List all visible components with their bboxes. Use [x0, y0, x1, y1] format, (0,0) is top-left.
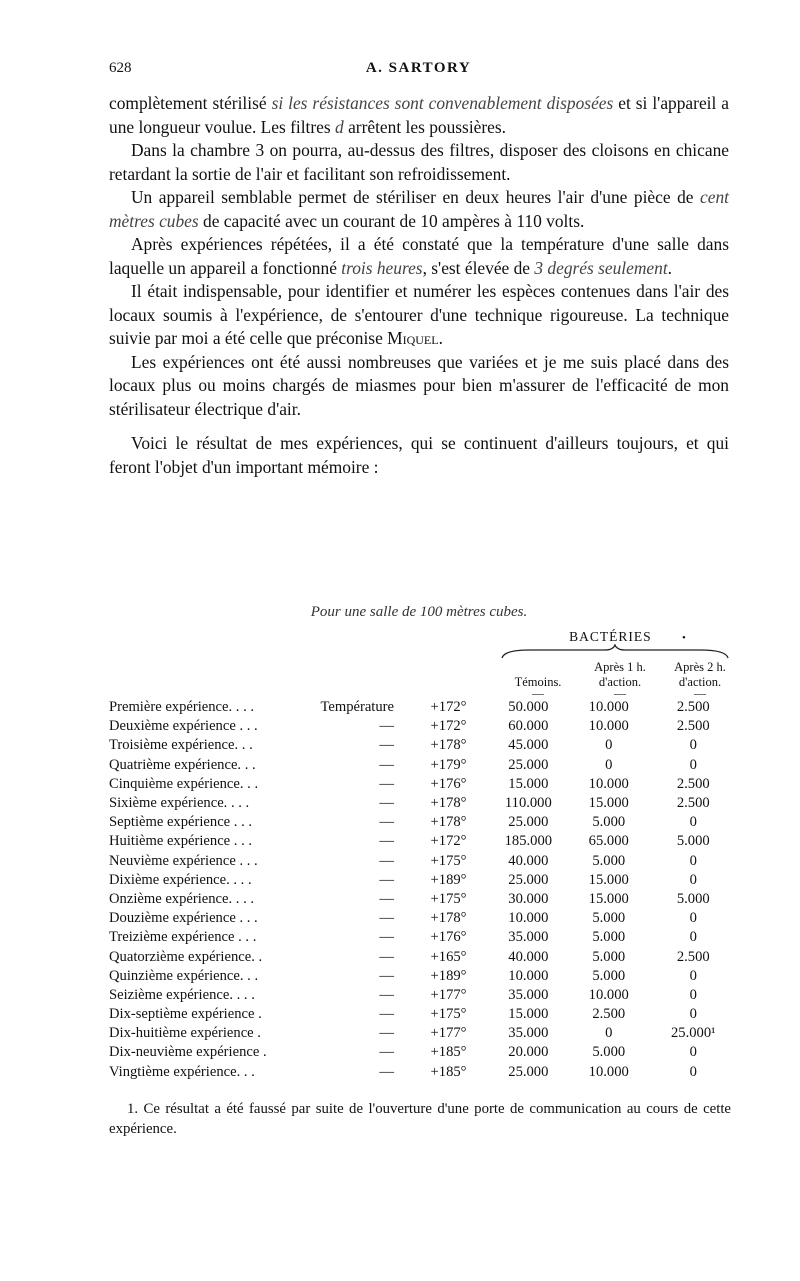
temoins-value: 40.000	[508, 852, 549, 869]
plus-sign: +	[430, 699, 439, 716]
temoins-value: 35.000	[508, 986, 549, 1003]
after-1h-value: 65.000	[588, 833, 629, 850]
after-1h-value: 0	[605, 1025, 613, 1042]
table-row	[109, 928, 734, 947]
temoins-value: 50.000	[508, 699, 549, 716]
after-2h-value: 2.500	[676, 795, 710, 812]
experience-label: Sixième expérience. . . .	[109, 795, 250, 812]
temperature-value: 178°	[438, 910, 467, 927]
experience-label: Troisième expérience. . .	[109, 737, 253, 754]
plus-sign: +	[430, 795, 439, 812]
temperature-label: —	[379, 871, 394, 888]
after-2h-value: 0	[689, 756, 697, 773]
after-2h-value: 0	[689, 814, 697, 831]
after-2h-value: 2.500	[676, 948, 710, 965]
col-dash-after-1h: —	[614, 686, 626, 700]
temperature-label: —	[379, 1025, 394, 1042]
after-1h-value: 15.000	[588, 871, 629, 888]
after-2h-value: 0	[689, 967, 697, 984]
temperature-value: 178°	[438, 737, 467, 754]
temperature-value: 176°	[438, 775, 467, 792]
after-2h-value: 5.000	[676, 833, 710, 850]
temperature-value: 178°	[438, 814, 467, 831]
bacteria-group-header: BACTÉRIES •	[569, 629, 687, 644]
plus-sign: +	[430, 775, 439, 792]
after-2h-value: 2.500	[676, 718, 710, 735]
table-row	[109, 775, 734, 794]
after-1h-value: 5.000	[592, 929, 626, 946]
table-caption: Pour une salle de 100 mètres cubes.	[310, 604, 528, 620]
experience-label: Seizième expérience. . . .	[109, 986, 255, 1003]
after-1h-value: 0	[605, 737, 613, 754]
temperature-label: —	[379, 756, 394, 773]
table-row	[109, 1043, 734, 1062]
col-header-after-1h: Après 1 h. d'action.	[594, 660, 646, 689]
table-row	[109, 698, 734, 717]
plus-sign: +	[430, 986, 439, 1003]
plus-sign: +	[430, 929, 439, 946]
after-1h-value: 5.000	[592, 910, 626, 927]
after-1h-value: 2.500	[592, 1006, 626, 1023]
temoins-value: 110.000	[504, 795, 552, 812]
plus-sign: +	[430, 852, 439, 869]
plus-sign: +	[430, 718, 439, 735]
plus-sign: +	[430, 910, 439, 927]
after-1h-value: 5.000	[592, 967, 626, 984]
temperature-value: 185°	[438, 1044, 467, 1061]
experience-label: Septième expérience . . .	[109, 814, 253, 831]
temperature-label: —	[379, 986, 394, 1003]
after-1h-value: 10.000	[588, 699, 629, 716]
after-1h-value: 10.000	[588, 986, 629, 1003]
table-row	[109, 1024, 734, 1043]
temperature-label: —	[379, 967, 394, 984]
temperature-label: —	[379, 775, 394, 792]
plus-sign: +	[430, 890, 439, 907]
temoins-value: 35.000	[508, 929, 549, 946]
after-1h-value: 10.000	[588, 1063, 629, 1080]
col-dash-temoins: —	[532, 686, 544, 700]
paragraph-5: Il était indispensable, pour identifier et numérer les espèces contenues dans l'air des locaux soumis à l'expérience, de s'entourer d'une technique rigoureuse. La technique suivie par moi a été celle que préconise Miquel.	[109, 281, 729, 348]
after-2h-value: 0	[689, 1006, 697, 1023]
table-row	[109, 717, 734, 736]
experience-label: Neuvième expérience . . .	[109, 852, 258, 869]
temperature-label: —	[379, 718, 394, 735]
paragraph-4: Après expériences répétées, il a été constaté que la température d'une salle dans laquelle un appareil a fonctionné trois heures, s'est élevée de 3 degrés seulement.	[109, 234, 729, 278]
temperature-value: 172°	[438, 833, 467, 850]
temoins-value: 25.000	[508, 756, 549, 773]
temperature-value: 189°	[438, 967, 467, 984]
after-2h-value: 0	[689, 929, 697, 946]
table-row	[109, 947, 734, 966]
temoins-value: 45.000	[508, 737, 549, 754]
temperature-label: —	[379, 833, 394, 850]
table-row	[109, 832, 734, 851]
temperature-value: 177°	[438, 986, 467, 1003]
table-row	[109, 986, 734, 1005]
experience-label: Quinzième expérience. . .	[109, 967, 259, 984]
results-table	[109, 698, 734, 1082]
temoins-value: 15.000	[508, 1006, 549, 1023]
temoins-value: 25.000	[508, 814, 549, 831]
experience-label: Dix-neuvième expérience .	[109, 1044, 267, 1061]
after-2h-value: 0	[689, 737, 697, 754]
temoins-value: 25.000	[508, 871, 549, 888]
col-header-temoins: Témoins.	[514, 675, 562, 689]
paragraph-7: Voici le résultat de mes expériences, qui se continuent d'ailleurs toujours, et qui feront l'objet d'un important mémoire :	[109, 433, 729, 477]
after-2h-value: 0	[689, 910, 697, 927]
temoins-value: 10.000	[508, 967, 549, 984]
after-2h-value: 2.500	[676, 775, 710, 792]
experience-label: Treizième expérience . . .	[109, 929, 257, 946]
star-mark: •	[682, 632, 687, 644]
col-dash-after-2h: —	[694, 686, 706, 700]
after-2h-value: 0	[689, 871, 697, 888]
running-head: A. SARTORY	[365, 60, 472, 76]
after-1h-value: 10.000	[588, 718, 629, 735]
temperature-value: 177°	[438, 1025, 467, 1042]
after-1h-value: 5.000	[592, 814, 626, 831]
footnote	[109, 1100, 731, 1139]
table-row	[109, 871, 734, 890]
temoins-value: 20.000	[508, 1044, 549, 1061]
bacteria-brace	[500, 644, 730, 660]
plus-sign: +	[430, 871, 439, 888]
table-row	[109, 1063, 734, 1082]
experience-label: Huitième expérience . . .	[109, 833, 253, 850]
after-1h-value: 15.000	[588, 890, 629, 907]
temoins-value: 60.000	[508, 718, 549, 735]
experience-label: Quatrième expérience. . .	[109, 756, 256, 773]
footnote-text: Ce résultat a été faussé par suite de l'ouverture d'une porte de communication au cours de cette expérience.	[109, 1101, 731, 1137]
table-row	[109, 736, 734, 755]
experience-label: Première expérience. . . .	[109, 699, 255, 716]
table-row	[109, 1005, 734, 1024]
after-1h-value: 5.000	[592, 1044, 626, 1061]
paragraph-3: Un appareil semblable permet de stériliser en deux heures l'air d'une pièce de cent mètres cubes de capacité avec un courant de 10 ampères à 110 volts.	[109, 187, 729, 231]
temperature-value: 172°	[438, 699, 467, 716]
temperature-label: —	[379, 910, 394, 927]
after-2h-value: 0	[689, 986, 697, 1003]
temperature-label: Température	[320, 699, 394, 716]
table-row	[109, 852, 734, 871]
experience-label: Douzième expérience . . .	[109, 910, 258, 927]
plus-sign: +	[430, 756, 439, 773]
page-number: 628	[109, 60, 132, 76]
temperature-value: 179°	[438, 756, 467, 773]
page-header	[109, 58, 728, 82]
temperature-label: —	[379, 814, 394, 831]
paragraph-6: Les expériences ont été aussi nombreuses que variées et je me suis placé dans des locaux plus ou moins chargés de miasmes pour bien m'assurer de l'efficacité de mon stérilisateur électrique d'air.	[109, 351, 729, 419]
table-row	[109, 890, 734, 909]
body-text	[109, 92, 729, 479]
experience-label: Dixième expérience. . . .	[109, 871, 252, 888]
table-row	[109, 794, 734, 813]
after-1h-value: 10.000	[588, 775, 629, 792]
temperature-value: 175°	[438, 1006, 467, 1023]
plus-sign: +	[430, 814, 439, 831]
temperature-label: —	[379, 795, 394, 812]
after-2h-value: 0	[689, 852, 697, 869]
plus-sign: +	[430, 1025, 439, 1042]
plus-sign: +	[430, 1044, 439, 1061]
temperature-value: 172°	[438, 718, 467, 735]
table-row	[109, 967, 734, 986]
temperature-label: —	[379, 1006, 394, 1023]
after-2h-value: 5.000	[676, 890, 710, 907]
after-2h-value: 25.000¹	[671, 1025, 716, 1042]
after-1h-value: 0	[605, 756, 613, 773]
plus-sign: +	[430, 967, 439, 984]
footnote-mark: 1.	[127, 1101, 139, 1117]
experience-label: Dix-huitième expérience .	[109, 1025, 261, 1042]
temperature-label: —	[379, 852, 394, 869]
after-1h-value: 15.000	[588, 795, 629, 812]
temperature-label: —	[379, 1044, 394, 1061]
temperature-value: 189°	[438, 871, 467, 888]
temoins-value: 185.000	[504, 833, 553, 850]
temoins-value: 15.000	[508, 775, 549, 792]
temperature-value: 176°	[438, 929, 467, 946]
table-row	[109, 813, 734, 832]
temperature-label: —	[379, 890, 394, 907]
plus-sign: +	[430, 948, 439, 965]
col-header-after-2h: Après 2 h. d'action.	[674, 660, 726, 689]
temoins-value: 40.000	[508, 948, 549, 965]
temperature-value: 175°	[438, 890, 467, 907]
experience-label: Cinquième expérience. . .	[109, 775, 259, 792]
temperature-label: —	[379, 948, 394, 965]
temperature-label: —	[379, 737, 394, 754]
after-2h-value: 2.500	[676, 699, 710, 716]
temoins-value: 35.000	[508, 1025, 549, 1042]
experience-label: Deuxième expérience . . .	[109, 718, 258, 735]
temperature-label: —	[379, 929, 394, 946]
after-2h-value: 0	[689, 1044, 697, 1061]
table-row	[109, 909, 734, 928]
temoins-value: 25.000	[508, 1063, 549, 1080]
experience-label: Quatorzième expérience. .	[109, 948, 263, 965]
plus-sign: +	[430, 1063, 439, 1080]
temperature-value: 185°	[438, 1063, 467, 1080]
experience-label: Vingtième expérience. . .	[109, 1063, 255, 1080]
table-row	[109, 756, 734, 775]
after-1h-value: 5.000	[592, 948, 626, 965]
plus-sign: +	[430, 737, 439, 754]
plus-sign: +	[430, 833, 439, 850]
plus-sign: +	[430, 1006, 439, 1023]
experience-label: Dix-septième expérience .	[109, 1006, 262, 1023]
temperature-label: —	[379, 1063, 394, 1080]
after-1h-value: 5.000	[592, 852, 626, 869]
temperature-value: 178°	[438, 795, 467, 812]
temperature-value: 165°	[438, 948, 467, 965]
after-2h-value: 0	[689, 1063, 697, 1080]
temoins-value: 30.000	[508, 890, 549, 907]
paragraph-2: Dans la chambre 3 on pourra, au-dessus des filtres, disposer des cloisons en chicane retardant la sortie de l'air et facilitant son refroidissement.	[109, 140, 729, 184]
temoins-value: 10.000	[508, 910, 549, 927]
paragraph-1: complètement stérilisé si les résistances sont convenablement disposées et si l'appareil a une longueur voulue. Les filtres d arrêtent les poussières.	[109, 93, 730, 137]
temperature-value: 175°	[438, 852, 467, 869]
experience-label: Onzième expérience. . . .	[109, 890, 255, 907]
